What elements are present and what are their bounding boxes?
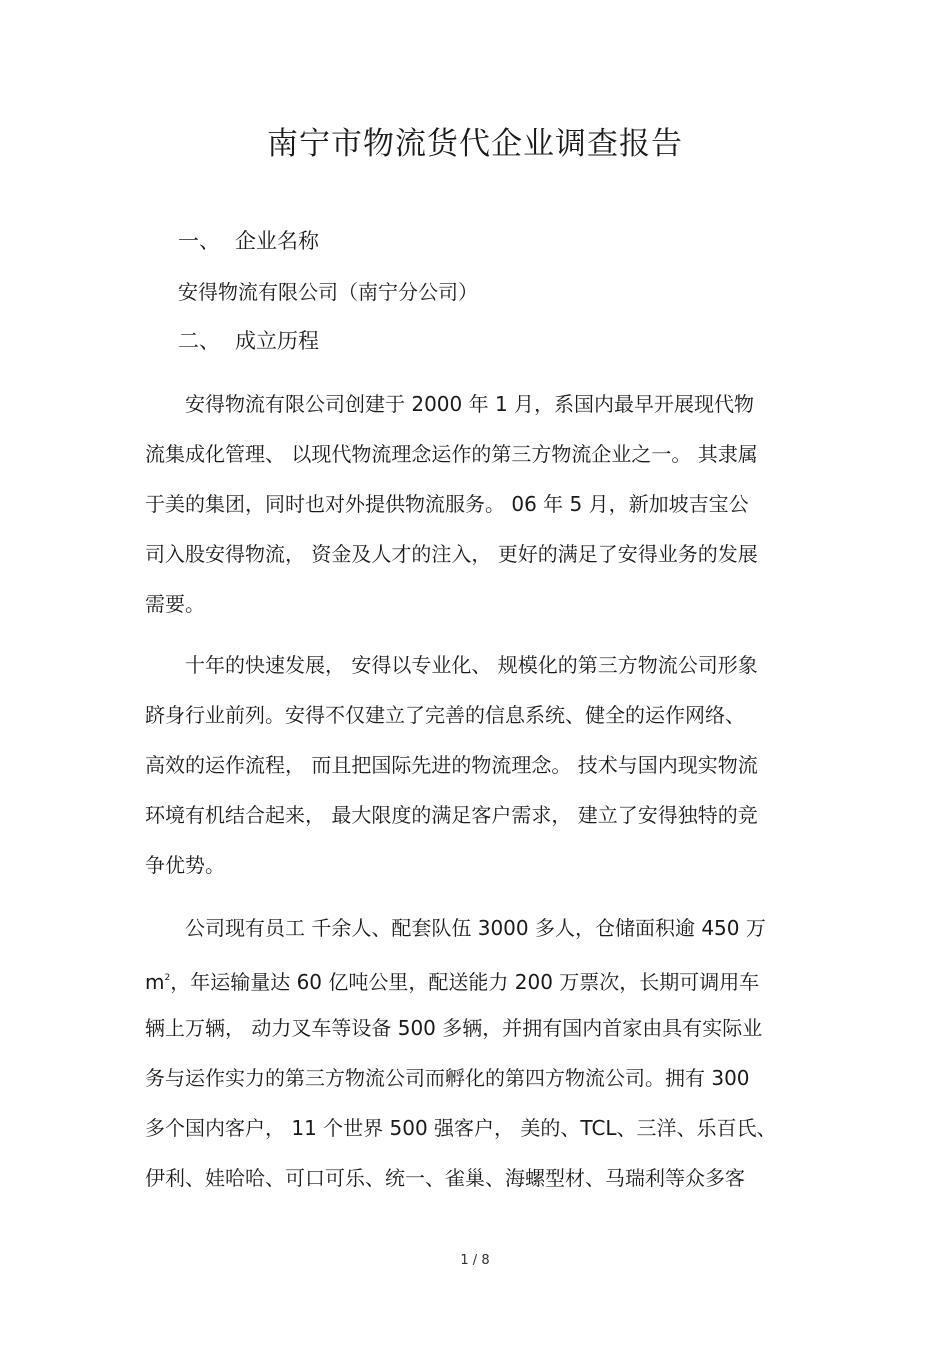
section-title: 企业名称 <box>235 229 319 253</box>
paragraph-line: 高效的运作流程， 而且把国际先进的物流理念。 技术与国内现实物流 <box>145 753 758 777</box>
paragraph-line: 十年的快速发展， 安得以专业化、 规模化的第三方物流公司形象 <box>185 653 758 677</box>
section-heading-company-name <box>178 226 319 256</box>
section-number: 二、 <box>178 329 220 353</box>
unit-superscript: 2 <box>164 973 171 983</box>
paragraph-line: 务与运作实力的第三方物流公司而孵化的第四方物流公司。拥有 300 <box>145 1066 750 1090</box>
section-number: 一、 <box>178 229 220 253</box>
paragraph-line: 跻身行业前列。安得不仅建立了完善的信息系统、健全的运作网络、 <box>145 703 745 727</box>
paragraph-line: 环境有机结合起来， 最大限度的满足客户需求， 建立了安得独特的竞 <box>145 803 758 827</box>
paragraph-line <box>145 963 759 997</box>
paragraph-line: 多个国内客户， 11 个世界 500 强客户， 美的、TCL、三洋、乐百氏、 <box>145 1116 777 1140</box>
page-title: 南宁市物流货代企业调查报告 <box>267 126 683 162</box>
page-number: 1 / 8 <box>460 1253 490 1268</box>
paragraph-line-text: ，年运输量达 60 亿吨公里，配送能力 200 万票次，长期可调用车 <box>170 970 760 994</box>
paragraph-line: 司入股安得物流， 资金及人才的注入， 更好的满足了安得业务的发展 <box>145 542 758 566</box>
unit-square-meter: m <box>145 970 165 994</box>
section-heading-history <box>178 326 319 356</box>
paragraph-line: 公司现有员工 千余人、配套队伍 3000 多人，仓储面积逾 450 万 <box>185 916 766 940</box>
paragraph-line: 争优势。 <box>145 853 225 877</box>
section-title: 成立历程 <box>235 329 319 353</box>
paragraph-line: 流集成化管理、 以现代物流理念运作的第三方物流企业之一。 其隶属 <box>145 442 758 466</box>
company-name-text: 安得物流有限公司（南宁分公司） <box>178 280 478 304</box>
paragraph-line: 辆上万辆， 动力叉车等设备 500 多辆，并拥有国内首家由具有实际业 <box>145 1016 763 1040</box>
paragraph-line: 安得物流有限公司创建于 2000 年 1 月，系国内最早开展现代物 <box>185 392 755 416</box>
paragraph-line: 于美的集团，同时也对外提供物流服务。 06 年 5 月，新加坡吉宝公 <box>145 492 749 516</box>
paragraph-line: 需要。 <box>145 592 205 616</box>
paragraph-line: 伊利、娃哈哈、可口可乐、统一、雀巢、海螺型材、马瑞利等众多客 <box>145 1166 745 1190</box>
